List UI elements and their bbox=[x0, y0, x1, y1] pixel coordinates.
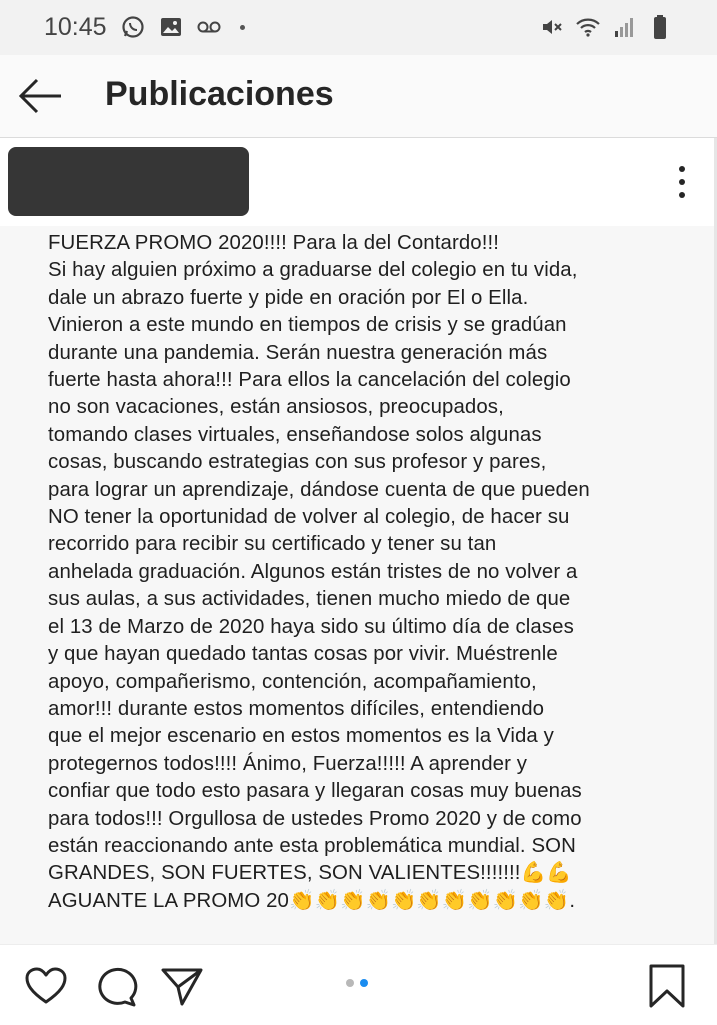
comment-icon bbox=[94, 965, 138, 1009]
share-icon bbox=[160, 965, 204, 1009]
status-time: 10:45 bbox=[44, 13, 107, 41]
heart-icon bbox=[24, 965, 68, 1009]
save-button[interactable] bbox=[647, 963, 691, 1007]
share-button[interactable] bbox=[160, 965, 204, 1009]
voicemail-icon bbox=[196, 14, 222, 40]
post-caption-text: FUERZA PROMO 2020!!!! Para la del Contardo!!! Si hay alguien próximo a graduarse del colegio en tu vida, dale un abrazo fuerte y pide en oración por El o Ella. Vinieron a este mundo en tiempos de crisis y se gradúan durante una pandemia. Serán nuestra generación más fuerte hasta ahora!!! Para ellos la cancelación del colegio no son vacaciones, están ansiosos, preocupados, tomando clases virtuales, enseñandose solos algunas cosas, buscando estrategias con sus profesor y pares, para lograr un aprendizaje, dándose cuenta de que pueden NO tener la oportunidad de volver al colegio, de hacer su recorrido para recibir su certificado y tener su tan anhelada graduación. Algunos están tristes de no volver a sus aulas, a sus actividades, tienen mucho miedo de que el 13 de Marzo de 2020 haya sido su último día de clases y que hayan quedado tantas cosas por vivir. Muéstrenle apoyo, compañerismo, contención, acompañamiento, amor!!! durante estos momentos difíciles, entendiendo que el mejor escenario en estos momentos es la Vida y protegernos todos!!!! Ánimo, Fuerza!!!!! A aprender y confiar que todo esto pasara y llegaran cosas muy buenas para todos!!! Orgullosa de ustedes Promo 2020 y de como están reaccionando ante esta problemática mundial. SON GRANDES, SON FUERTES, SON VALIENTES!!!!!!!💪💪 AGUANTE LA PROMO 20👏👏👏👏👏👏👏👏👏👏👏. bbox=[48, 232, 590, 912]
battery-icon bbox=[647, 14, 673, 40]
redacted-username[interactable] bbox=[8, 147, 249, 216]
carousel-dot bbox=[346, 979, 354, 987]
post-options-button[interactable] bbox=[677, 166, 687, 198]
post-image[interactable] bbox=[0, 226, 717, 944]
carousel-indicator bbox=[346, 979, 368, 987]
arrow-left-icon bbox=[18, 77, 64, 115]
like-button[interactable] bbox=[24, 965, 68, 1009]
image-icon bbox=[158, 14, 184, 40]
post-header bbox=[0, 138, 717, 226]
comment-button[interactable] bbox=[94, 965, 138, 1009]
status-bar bbox=[0, 0, 717, 55]
notification-icons bbox=[120, 14, 245, 40]
carousel-dot-active bbox=[360, 979, 368, 987]
whatsapp-icon bbox=[120, 14, 146, 40]
mute-icon bbox=[539, 14, 565, 40]
signal-icon bbox=[611, 14, 637, 40]
back-button[interactable] bbox=[18, 77, 64, 115]
more-notifications-icon bbox=[240, 25, 245, 30]
wifi-icon bbox=[575, 14, 601, 40]
bookmark-icon bbox=[647, 963, 687, 1009]
app-header bbox=[0, 55, 717, 138]
post-actions-bar bbox=[0, 944, 717, 1025]
page-title: Publicaciones bbox=[105, 75, 334, 113]
system-icons bbox=[539, 14, 673, 40]
more-vertical-icon bbox=[679, 166, 685, 172]
